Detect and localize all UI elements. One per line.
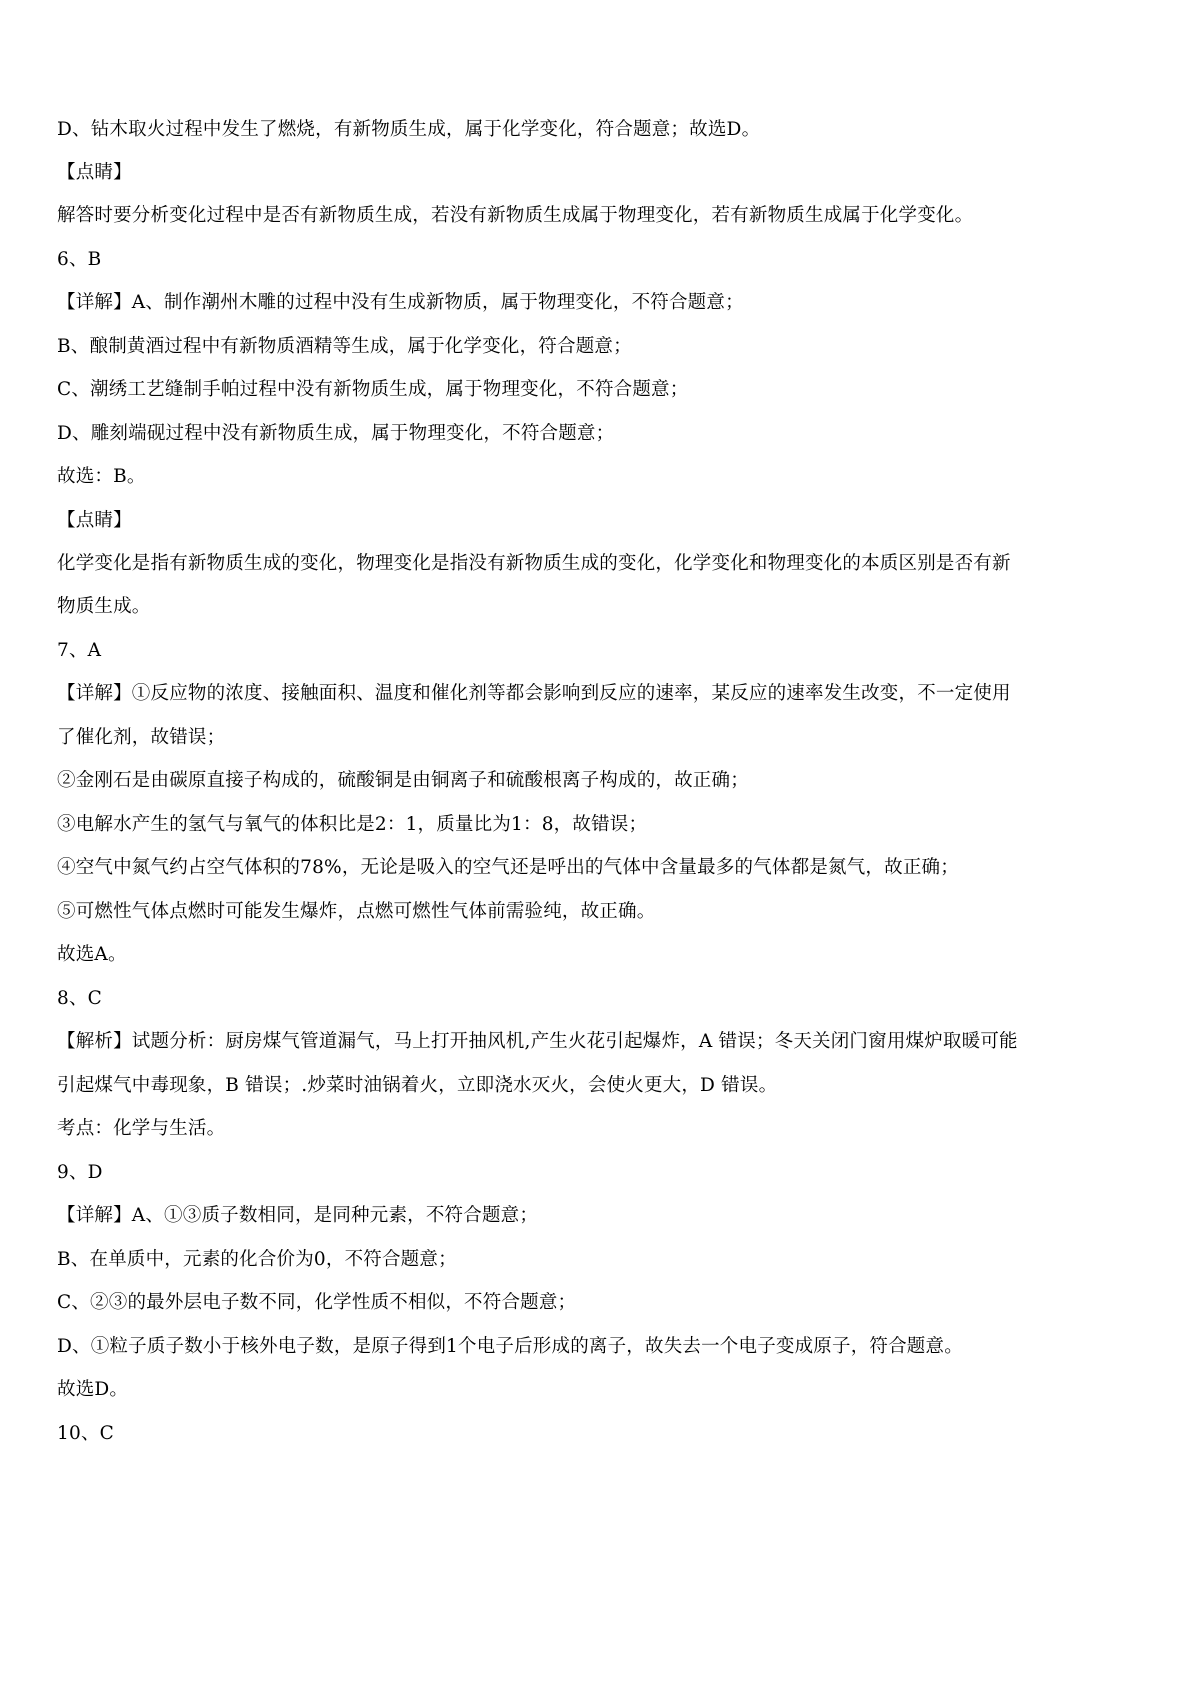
answer-number: 7、A	[57, 640, 102, 661]
text-line: 【解析】试题分析：厨房煤气管道漏气，马上打开抽风机,产生火花引起爆炸，A 错误；冬天关闭门窗用煤炉取暖可能	[57, 1031, 1018, 1052]
text-line: D、①粒子质子数小于核外电子数，是原子得到1个电子后形成的离子，故失去一个电子变成原子，符合题意。	[57, 1336, 963, 1357]
text-line: 故选D。	[57, 1379, 129, 1400]
answer-number: 8、C	[57, 988, 103, 1009]
text-line: D、钻木取火过程中发生了燃烧，有新物质生成，属于化学变化，符合题意；故选D。	[57, 119, 761, 140]
text-line: ③电解水产生的氢气与氧气的体积比是2：1，质量比为1：8，故错误；	[57, 814, 648, 835]
section-heading: 【点睛】	[57, 510, 132, 531]
text-line: B、酿制黄酒过程中有新物质酒精等生成，属于化学变化，符合题意；	[57, 336, 632, 357]
text-line: C、潮绣工艺缝制手帕过程中没有新物质生成，属于物理变化，不符合题意；	[57, 379, 689, 400]
answer-number: 9、D	[57, 1162, 103, 1183]
text-line: ⑤可燃性气体点燃时可能发生爆炸，点燃可燃性气体前需验纯，故正确。	[57, 901, 656, 922]
answer-number: 6、B	[57, 249, 102, 270]
text-line: 解答时要分析变化过程中是否有新物质生成，若没有新物质生成属于物理变化，若有新物质生成属于化学变化。	[57, 205, 974, 226]
text-line: 【详解】A、①③质子数相同，是同种元素，不符合题意；	[57, 1205, 539, 1226]
text-line: D、雕刻端砚过程中没有新物质生成，属于物理变化，不符合题意；	[57, 423, 615, 444]
text-line: 了催化剂，故错误；	[57, 727, 226, 748]
text-line: 引起煤气中毒现象，B 错误；.炒菜时油锅着火，立即浇水灭火，会使火更大，D 错误。	[57, 1075, 778, 1096]
text-line: 故选：B。	[57, 466, 146, 487]
text-line: 【详解】A、制作潮州木雕的过程中没有生成新物质，属于物理变化，不符合题意；	[57, 292, 744, 313]
text-line: 化学变化是指有新物质生成的变化，物理变化是指没有新物质生成的变化，化学变化和物理变化的本质区别是否有新	[57, 553, 1011, 574]
answer-number: 10、C	[57, 1423, 114, 1444]
text-line: 考点：化学与生活。	[57, 1118, 226, 1139]
text-line: 【详解】①反应物的浓度、接触面积、温度和催化剂等都会影响到反应的速率，某反应的速率发生改变，不一定使用	[57, 683, 1011, 704]
text-line: 故选A。	[57, 944, 127, 965]
text-line: ④空气中氮气约占空气体积的78%，无论是吸入的空气还是呼出的气体中含量最多的气体都是氮气，故正确；	[57, 857, 959, 878]
text-line: B、在单质中，元素的化合价为0，不符合题意；	[57, 1249, 457, 1270]
section-heading: 【点睛】	[57, 162, 132, 183]
text-line: C、②③的最外层电子数不同，化学性质不相似，不符合题意；	[57, 1292, 577, 1313]
text-line: ②金刚石是由碳原直接子构成的，硫酸铜是由铜离子和硫酸根离子构成的，故正确；	[57, 770, 749, 791]
text-line: 物质生成。	[57, 596, 151, 617]
